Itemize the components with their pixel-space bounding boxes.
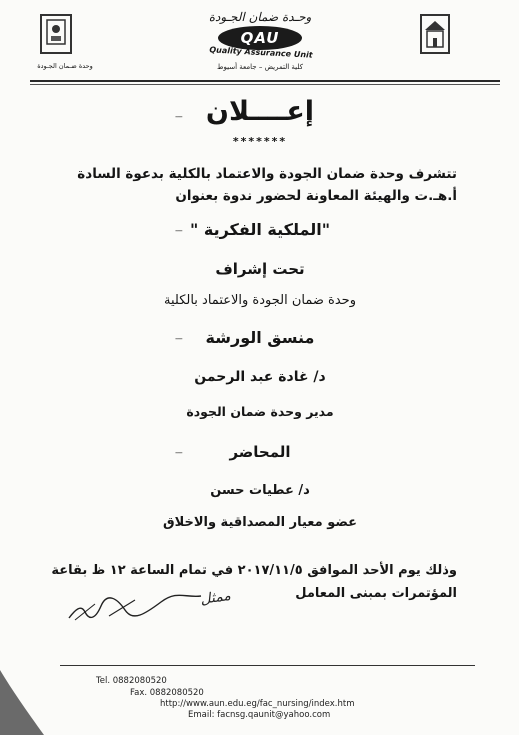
stars-separator: ******* <box>232 135 288 148</box>
coordinator-name: د/ غادة عبد الرحمن <box>194 369 326 385</box>
scan-mark: --- <box>175 112 182 122</box>
faculty-subtitle: كلية التمريض – جامعة أسيوط <box>217 63 303 71</box>
announcement-heading: إعــــلان <box>205 96 315 127</box>
header-divider-thin <box>30 84 500 85</box>
scan-mark: --- <box>175 334 182 344</box>
qau-logo: QAU <box>218 26 302 50</box>
lecturer-name: د/ عطيات حسن <box>210 483 310 498</box>
scan-mark: --- <box>175 226 182 236</box>
under-supervision-label: تحت إشراف <box>215 260 305 278</box>
invitation-line-2: أ.هـ.ت والهيئة المعاونة لحضور ندوة بعنوان <box>175 188 457 204</box>
footer-fax: Fax. 0882080520 <box>130 688 204 698</box>
date-time-line-2: المؤتمرات بمبنى المعامل <box>295 586 457 601</box>
university-emblem <box>40 14 72 54</box>
footer-email[interactable]: Email: facnsg.qaunit@yahoo.com <box>188 710 331 720</box>
signature-scrawl <box>65 590 205 624</box>
footer-telephone: Tel. 0882080520 <box>96 676 167 686</box>
scan-corner-shadow <box>0 660 48 735</box>
footer-divider <box>60 665 475 666</box>
lecturer-title: عضو معيار المصداقية والاخلاق <box>162 515 358 530</box>
handwritten-signature: ممثل <box>199 587 232 608</box>
scan-mark: --- <box>175 448 182 458</box>
building-icon <box>422 16 448 52</box>
workshop-coordinator-label: منسق الورشة <box>205 328 315 347</box>
lecturer-label: المحاضر <box>229 443 291 461</box>
emblem-icon <box>42 16 70 52</box>
qau-arabic-title: وحـدة ضمان الجـودة <box>208 10 312 24</box>
left-unit-label: وحدة ضـمان الجـودة <box>37 62 93 70</box>
coordinator-title: مدير وحدة ضمان الجودة <box>186 404 334 419</box>
qau-english-name: Quality Assurance Unit <box>209 45 313 60</box>
seminar-title: "الملكية الفكرية " <box>189 220 331 239</box>
supervising-unit: وحدة ضمان الجودة والاعتماد بالكلية <box>164 293 356 308</box>
date-time-line-1: وذلك يوم الأحد الموافق ٢٠١٧/١١/٥ في تمام الساعة ١٢ ظ بقاعة <box>51 563 457 578</box>
faculty-emblem <box>420 14 450 54</box>
invitation-line-1: تتشرف وحدة ضمان الجودة والاعتماد بالكلية بدعوة السادة <box>77 166 457 182</box>
header-divider <box>30 80 500 82</box>
footer-website[interactable]: http://www.aun.edu.eg/fac_nursing/index.htm <box>160 699 355 709</box>
